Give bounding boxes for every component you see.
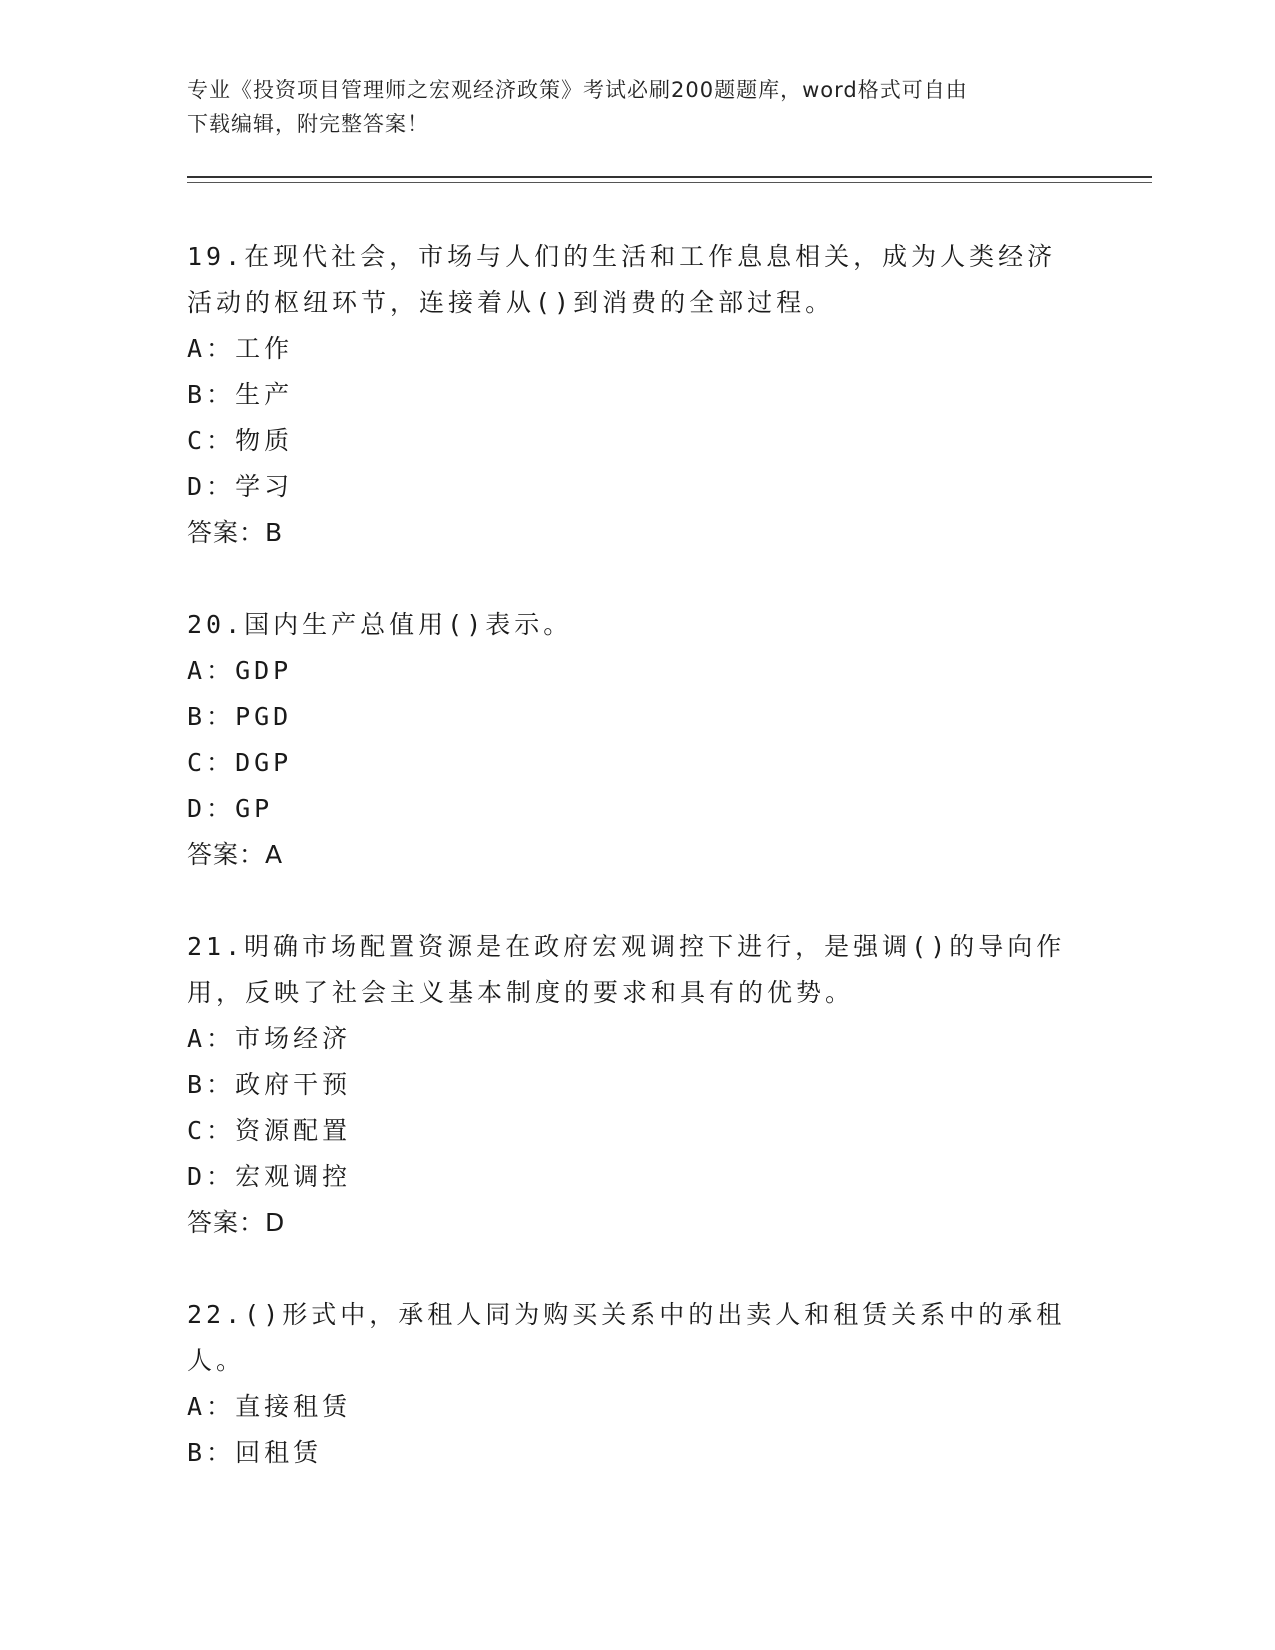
question-22 [187, 1292, 1087, 1476]
question-body: 明确市场配置资源是在政府宏观调控下进行，是强调()的导向作用，反映了社会主义基本制度的要求和具有的优势。 [187, 932, 1066, 1007]
answer-value: D [265, 1208, 286, 1237]
question-21 [187, 924, 1087, 1246]
option-text: 生产 [235, 380, 294, 409]
option-text: 市场经济 [235, 1024, 352, 1053]
answer-line [187, 510, 1087, 556]
option-label: D： [187, 472, 236, 501]
option-b [187, 1062, 1087, 1108]
option-a [187, 1016, 1087, 1062]
document-header [187, 73, 1067, 141]
option-label: C： [187, 1116, 236, 1145]
option-label: B： [187, 1070, 236, 1099]
option-d [187, 1154, 1087, 1200]
option-text: DGP [235, 748, 293, 777]
question-text [187, 234, 1072, 326]
option-b [187, 1430, 1087, 1476]
option-text: 政府干预 [235, 1070, 352, 1099]
option-label: C： [187, 426, 236, 455]
answer-line [187, 1200, 1087, 1246]
option-text: 资源配置 [235, 1116, 352, 1145]
option-label: B： [187, 380, 236, 409]
option-c [187, 1108, 1087, 1154]
option-text: GP [235, 794, 274, 823]
answer-label: 答案： [187, 840, 266, 869]
option-text: 直接租赁 [235, 1392, 352, 1421]
option-a [187, 326, 1087, 372]
option-label: A： [187, 1392, 236, 1421]
option-label: D： [187, 794, 236, 823]
option-d [187, 464, 1087, 510]
answer-label: 答案： [187, 518, 266, 547]
header-divider-thin [187, 182, 1152, 183]
option-a [187, 648, 1087, 694]
option-text: 物质 [235, 426, 294, 455]
question-body: 国内生产总值用()表示。 [244, 610, 573, 639]
option-text: PGD [235, 702, 293, 731]
option-text: 宏观调控 [235, 1162, 352, 1191]
option-text: 回租赁 [235, 1438, 323, 1467]
answer-line [187, 832, 1087, 878]
question-text [187, 924, 1072, 1016]
option-label: A： [187, 1024, 236, 1053]
option-a [187, 1384, 1087, 1430]
option-d [187, 786, 1087, 832]
question-number: 21. [187, 932, 245, 961]
option-b [187, 694, 1087, 740]
question-body: ()形式中，承租人同为购买关系中的出卖人和租赁关系中的承租人。 [187, 1300, 1066, 1375]
option-label: B： [187, 702, 236, 731]
option-label: A： [187, 656, 236, 685]
question-number: 19. [187, 242, 245, 271]
header-line-1: 专业《投资项目管理师之宏观经济政策》考试必刷200题题库，word格式可自由 [187, 78, 968, 102]
option-label: B： [187, 1438, 236, 1467]
option-b [187, 372, 1087, 418]
option-text: 学习 [235, 472, 294, 501]
question-text [187, 602, 1072, 648]
question-number: 20. [187, 610, 245, 639]
question-list [187, 234, 1087, 1522]
answer-value: A [265, 840, 284, 869]
answer-label: 答案： [187, 1208, 266, 1237]
option-label: C： [187, 748, 236, 777]
question-text [187, 1292, 1072, 1384]
question-20 [187, 602, 1087, 878]
question-19 [187, 234, 1087, 556]
header-line-2: 下载编辑，附完整答案！ [187, 112, 429, 136]
header-divider-thick [187, 176, 1152, 178]
option-label: A： [187, 334, 236, 363]
question-body: 在现代社会，市场与人们的生活和工作息息相关，成为人类经济活动的枢纽环节，连接着从()到消费的全部过程。 [187, 242, 1057, 317]
answer-value: B [265, 518, 284, 547]
option-text: GDP [235, 656, 293, 685]
question-number: 22. [187, 1300, 245, 1329]
option-c [187, 740, 1087, 786]
option-c [187, 418, 1087, 464]
option-label: D： [187, 1162, 236, 1191]
option-text: 工作 [235, 334, 294, 363]
